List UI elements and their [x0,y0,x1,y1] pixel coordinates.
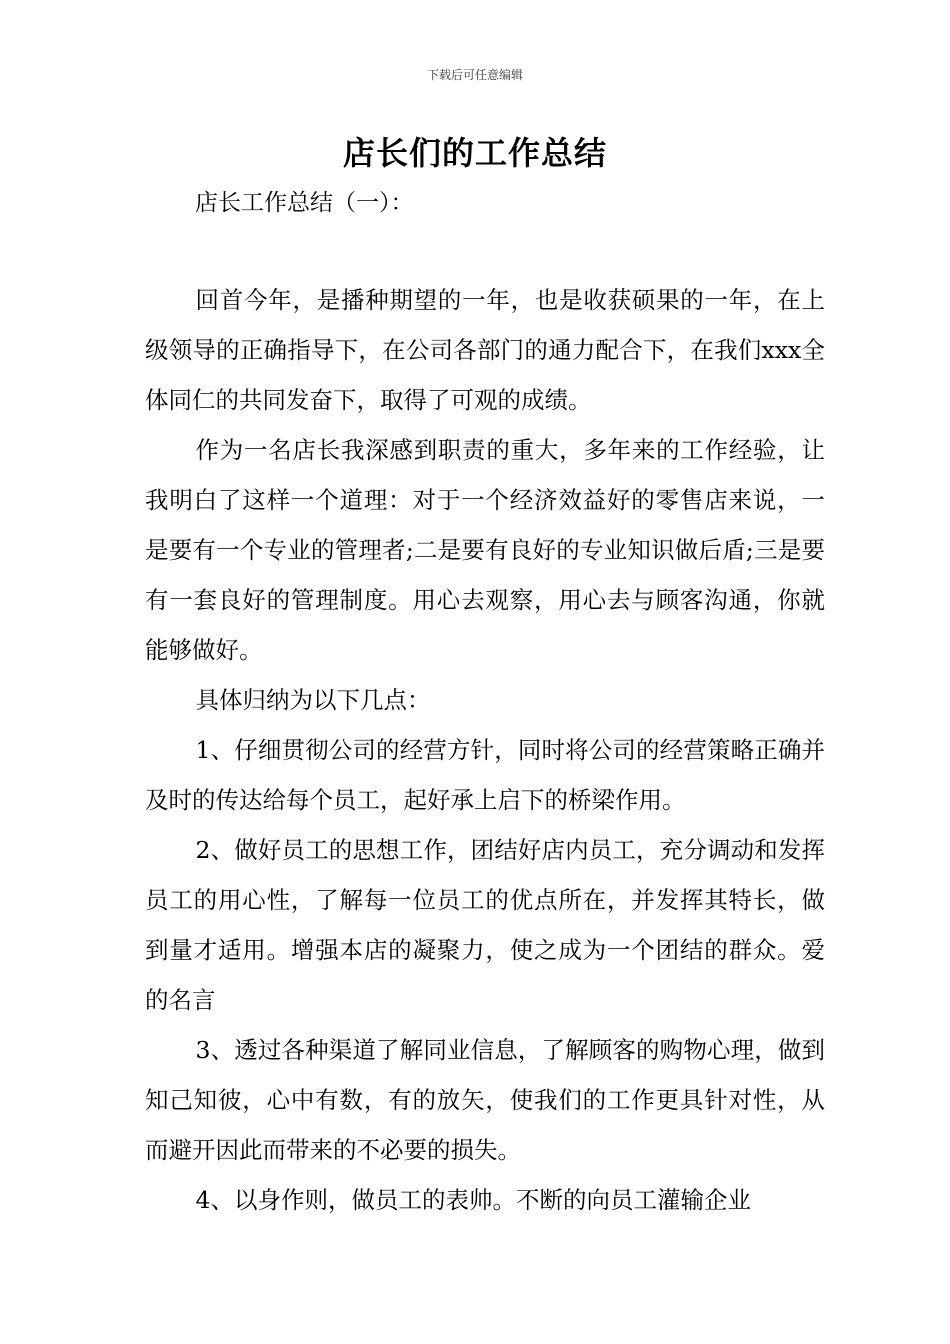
paragraph: 4、以身作则，做员工的表帅。不断的向员工灌输企业 [195,1186,751,1214]
paragraph: 回首今年，是播种期望的一年，也是收获硕果的一年，在上级领导的正确指导下，在公司各部门的通力配合下，在我们xxx全体同仁的共同发奋下，取得了可观的成绩。 [145,286,825,414]
body-text [145,275,825,1225]
paragraph: 作为一名店长我深感到职责的重大，多年来的工作经验，让我明白了这样一个道理：对于一个经济效益好的零售店来说，一是要有一个专业的管理者;二是要有良好的专业知识做后盾;三是要有一套良好的管理制度。用心去观察，用心去与顾客沟通，你就能够做好。 [145,436,825,664]
section-subtitle: 店长工作总结（一）： [195,190,414,216]
paragraph: 2、做好员工的思想工作，团结好店内员工，充分调动和发挥员工的用心性，了解每一位员工的优点所在，并发挥其特长，做到量才适用。增强本店的凝聚力，使之成为一个团结的群众。爱的名言 [145,836,825,1014]
document-title: 店长们的工作总结 [342,134,607,172]
paragraph: 3、透过各种渠道了解同业信息，了解顾客的购物心理，做到知己知彼，心中有数，有的放矢，使我们的工作更具针对性，从而避开因此而带来的不必要的损失。 [145,1036,825,1164]
paragraph: 具体归纳为以下几点： [195,686,431,714]
paragraph: 1、仔细贯彻公司的经营方针，同时将公司的经营策略正确并及时的传达给每个员工，起好承上启下的桥梁作用。 [145,736,825,814]
header-note: 下载后可任意编辑 [426,68,523,82]
